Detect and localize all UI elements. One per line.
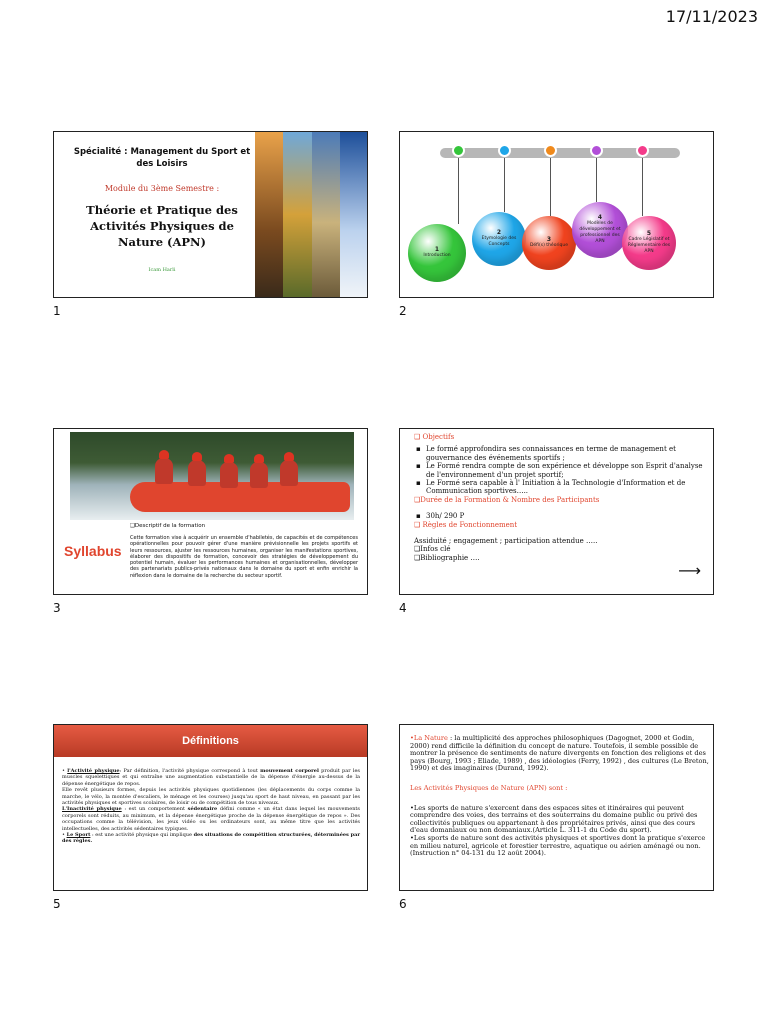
module-label: Module du 3ème Semestre : [104,184,220,193]
slide-3[interactable] [53,428,368,595]
description-text: Cette formation vise à acquérir un ensemble d'habiletés, de capacités et de compétences opérationnelles pour pouvoir gérer d'une manière prévisionnelle les projets sportifs et leurs ressources, ajuster les ressources humaines, organiser les manifestations sportives, élaborer des dispositifs de formation, concevoir des stratégies de développement du potentiel humain, évaluer les performances humaines et organisationnelles, développer des partenariats publics-privés nationaux dans le domaine du sport et enfin enrichir la réflexion dans le domaine de la recherche du secteur sportif. [130,535,358,579]
slide-number: 4 [399,601,407,615]
slide-5[interactable]: Définitions • l'Activité physique: Par définition, l'activité physique correspond à tout mouvement corporel produit par les muscles squelettiques et qui entraîne une augmentation substantielle de la dépense d'énergie au-dessus de la dépense énergétique de repos. Elle revêt plusieurs formes, depuis les activités physiques quotidiennes (les déplacements du corps comme la marche, le vélo, la montée d'escaliers, le ménage et les courses) jusqu'au sport de haut niveau, en passant par les activités physiques et sportives scolaires, de loisir ou de compétition de tous niveaux. L'Inactivité physique : est un comportement sédentaire défini comme « un état dans lequel les mouvements corporels sont réduits, au minimum, et la dépense énergétique proche de la dépense énergétique de repos ». Des occupations comme la télévision, les jeux vidéo ou les ordinateurs sont, au même titre que les activités intellectuelles, des activités sédentaires typiques. • Le Sport : est une activité physique qui implique des situations de compétition structurées, déterminées par des règles. [53,724,368,891]
roadmap-item-5[interactable] [622,216,676,270]
climber-photo [255,132,283,297]
slide-2[interactable] [399,131,714,298]
roadmap-item-number: 1 [434,246,440,253]
timeline-connector [550,158,551,216]
speciality-title: Spécialité : Management du Sport et des Loisirs [73,147,251,169]
timeline-connector [504,158,505,212]
roadmap-item-number: 3 [546,236,552,243]
roadmap-item-1[interactable] [408,224,466,282]
slide-number: 1 [53,304,61,318]
timeline-connector [458,158,459,224]
slide-number: 2 [399,304,407,318]
timeline-dot [498,144,511,157]
page-date: 17/11/2023 [665,7,758,26]
slide-number: 5 [53,897,61,911]
regles-heading: ❑ Règles de Fonctionnement [414,520,518,529]
roadmap-item-2[interactable] [472,212,526,266]
next-arrow-icon[interactable]: ⟶ [678,561,701,580]
list-item: ▪ 30h/ 290 P [414,512,709,520]
apn-heading: Les Activités Physiques de Nature (APN) sont : [410,783,568,792]
apn-paragraph-1: •Les sports de nature s'exercent dans des espaces sites et itinéraires qui peuvent comprendre des voies, des terrains et des souterrains du domaine public ou privé des collectivités publiques ou appartenant à des propriétaires privés, ainsi que des cours d'eau domaniaux ou non domaniaux.(Article L. 311-1 du Code du sport). [410,803,698,835]
slide-number: 6 [399,897,407,911]
skier-photo [340,132,368,297]
rafting-photo [70,432,354,520]
roadmap-item-number: 5 [646,230,652,237]
timeline-dot [452,144,465,157]
duree-heading: ❑Durée de la Formation & Nombre des Participants [414,495,600,504]
roadmap-item-number: 2 [496,229,502,236]
list-item: ▪ Le Formé rendra compte de son expérience et développe son Esprit d'analyse de l'environnement d'un projet sportif; [414,462,709,479]
author-name: Icam Harli [148,267,176,273]
paragraph: Elle revêt plusieurs formes, depuis les activités physiques quotidiennes (les déplacements du corps comme la marche, le vélo, la montée d'escaliers, le ménage et les courses) jusqu'au sport de haut niveau, en passant par les activités physiques et sportives scolaires, de loisir ou de compétition de tous niveaux. [62,787,360,807]
definitions-header: Définitions [54,725,367,757]
nature-label: •La Nature [410,734,448,742]
roadmap-item-number: 4 [597,214,603,221]
bibliographie-item: ❑Bibliographie …. [414,553,480,562]
list-item: ▪ Le Formé sera capable à l' Initiation à la Technologie d'Information et de Communication sportives….. [414,479,709,496]
term-activite-physique: l'Activité physique [67,768,120,774]
assiduite-text: Assiduité ; engagement ; participation attendue ….. [414,537,598,546]
course-title: Théorie et Pratique des Activités Physiques de Nature (APN) [86,203,238,249]
timeline-dot [544,144,557,157]
objectifs-list [414,445,709,495]
timeline-connector [642,158,643,216]
term-inactivite-physique: L'Inactivité physique [62,806,122,813]
description-heading: ❑Descriptif de la formation [130,523,206,529]
slide-number: 3 [53,601,61,615]
timeline-connector [596,158,597,202]
roadmap-item-label: Cadre Législatif et Réglementaire des APN [627,237,671,254]
infos-item: ❑Infos clé [414,545,451,554]
roadmap-item-4[interactable] [572,202,628,258]
slide-4[interactable] [399,428,714,595]
slide-1[interactable] [53,131,368,298]
apn-paragraph-2: •Les sports de nature sont des activités physiques et sportives dont la pratique s'exerce en milieu naturel, agricole et forestier terrestre, aquatique ou aérien aménagé ou non. (Instruction n° 04-131 du 12 août 2004). [410,833,706,858]
syllabus-title: Syllabus [64,543,122,559]
paraglider-photo [283,132,311,297]
roadmap-item-label: Défi(s) théorique [529,243,569,248]
roadmap-item-label: Etymologie des Concepts [481,236,517,247]
roadmap-item-label: Modèles de développement et professionnel des APN [579,221,621,244]
timeline-dot [590,144,603,157]
term-sport: Le Sport [66,832,91,839]
timeline-dot [636,144,649,157]
objectifs-heading: ❑ Objectifs [414,433,455,441]
nature-text: : la multiplicité des approches philosophiques (Dagognet, 2000 et Godin, 2000) rend difficile la définition du concept de nature. Toutefois, il semble possible de montrer la présence de sentiments de nature divergents en fonction des religions et des pays (Bourg, 1993 ; Eliade, 1989) , des idéologies (Ferry, 1992) , des cultures (Le Breton, 1990) et des imaginaires (Durand, 1992). [410,734,709,773]
slide-6[interactable] [399,724,714,891]
cyclist-photo [312,132,340,297]
sports-photo-collage [255,132,368,297]
roadmap-item-3[interactable] [522,216,576,270]
list-item: ▪ Le formé approfondira ses connaissances en terme de management et gouvernance des événements sportifs ; [414,445,709,462]
roadmap-item-label: Introduction [423,253,451,258]
